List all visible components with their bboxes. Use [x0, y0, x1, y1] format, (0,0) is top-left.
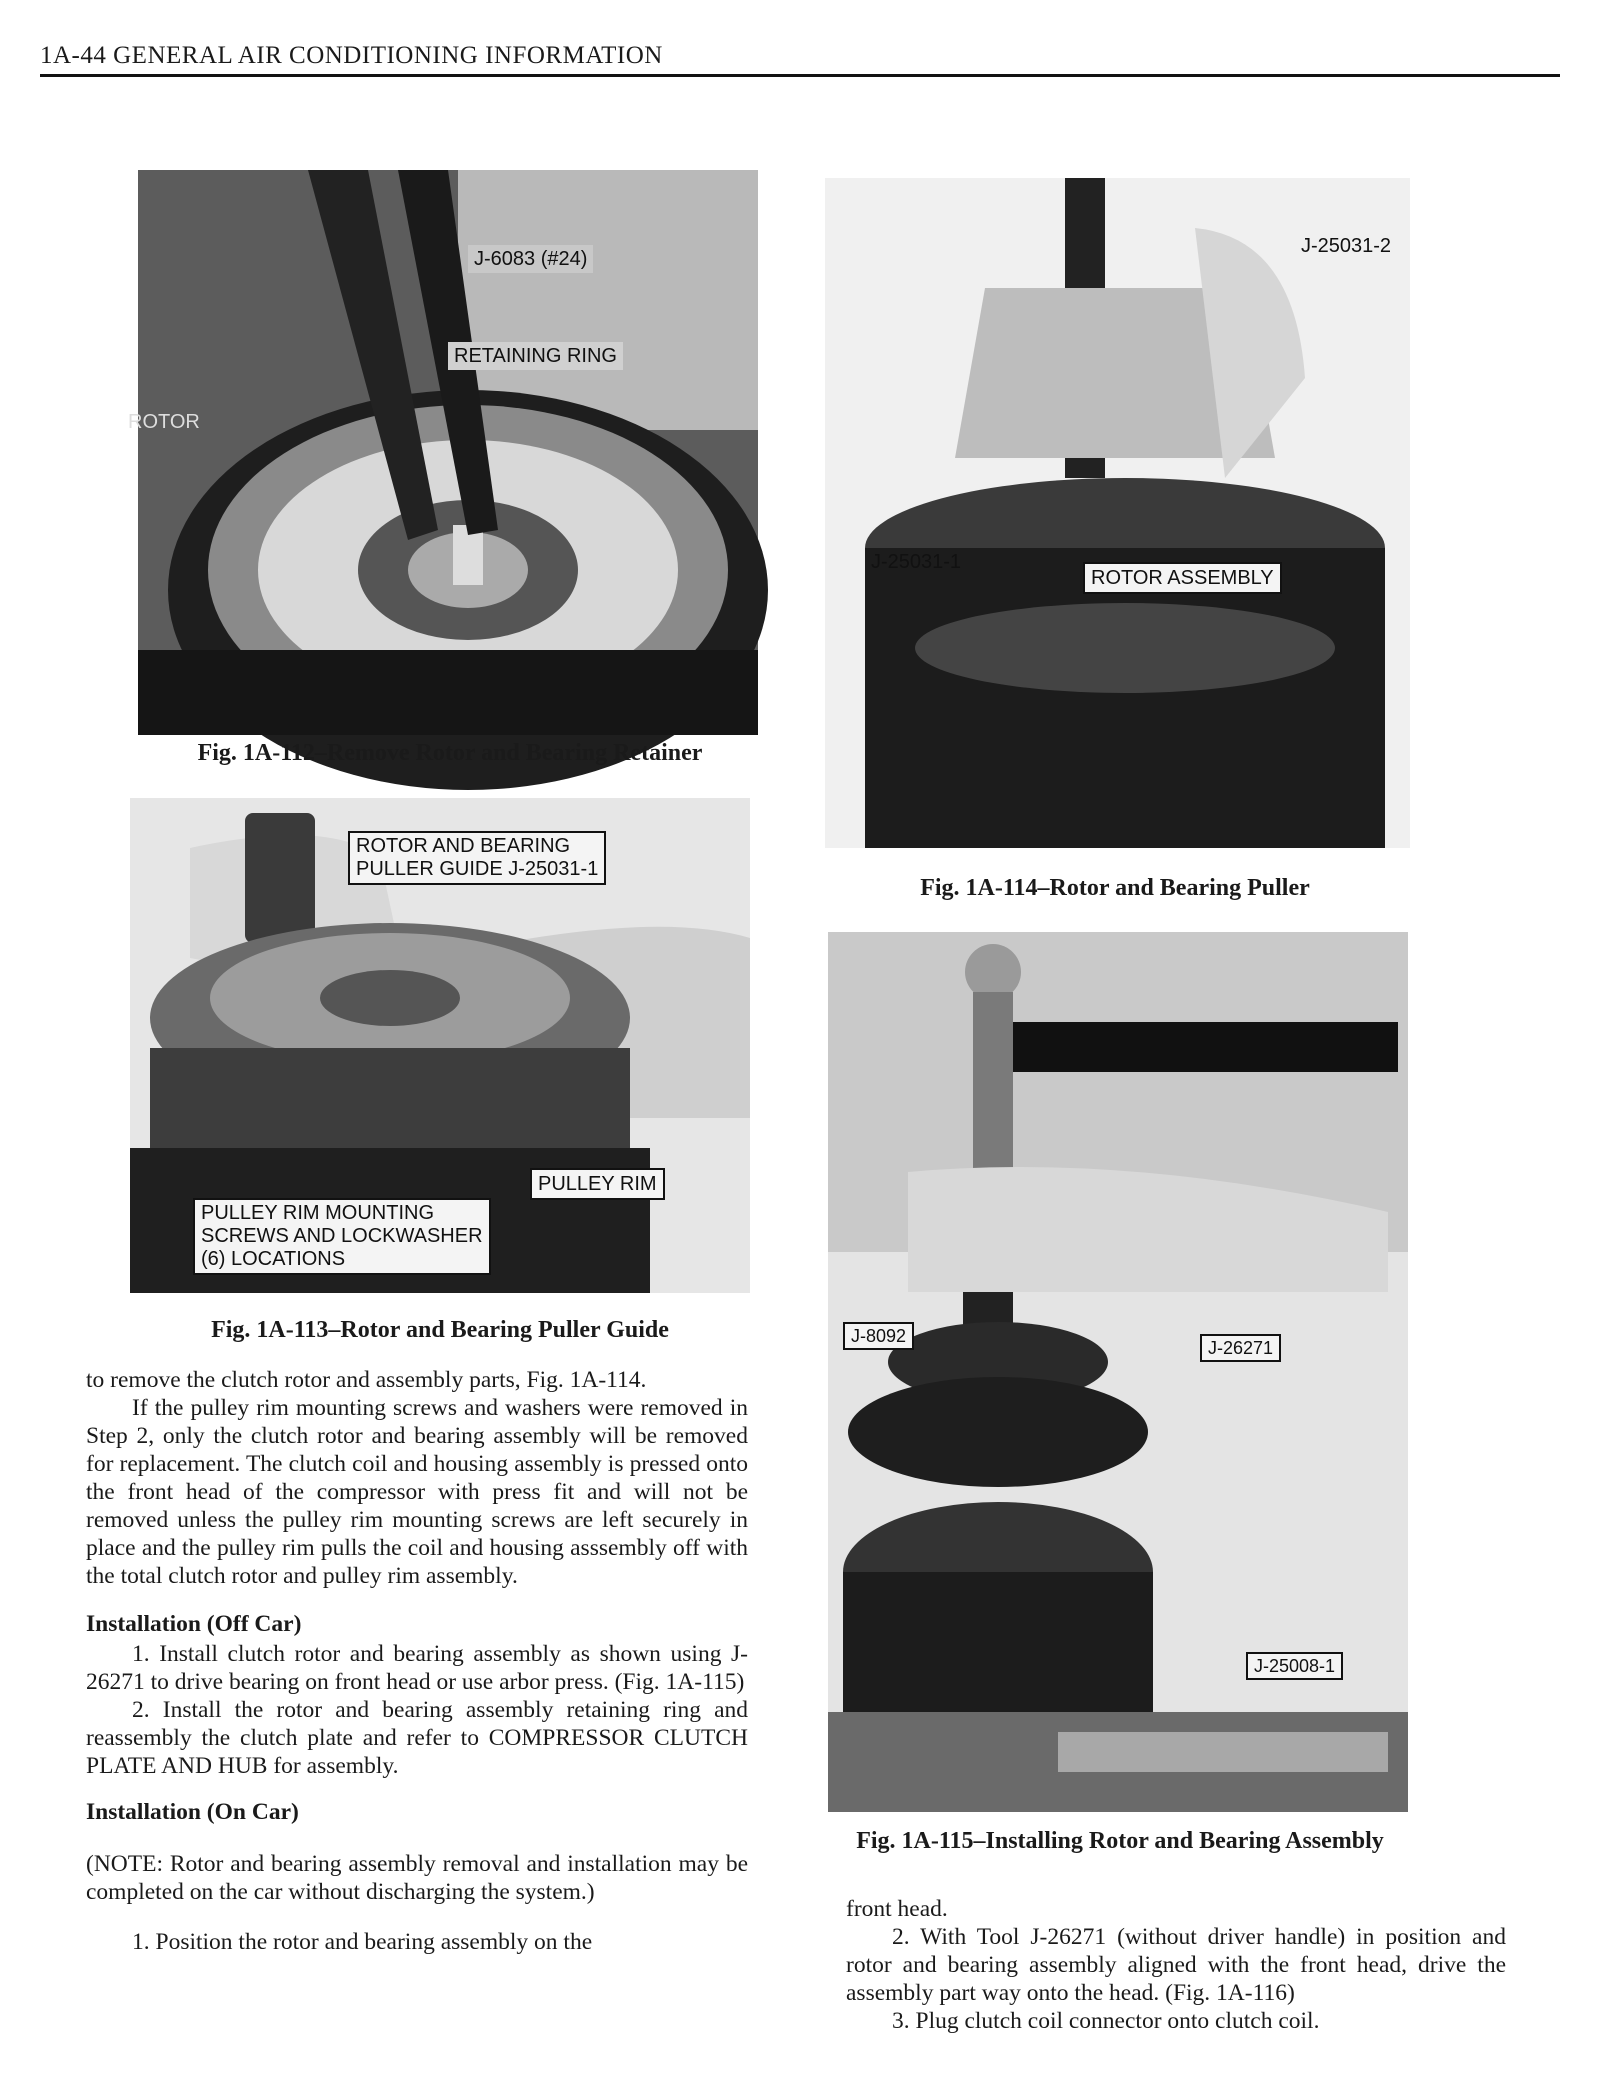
right-text-column: [846, 1895, 1506, 2035]
callout-puller-guide-line2: PULLER GUIDE J-25031-1: [356, 858, 599, 880]
callout-mounting-screws-line1: PULLEY RIM MOUNTING: [201, 1202, 434, 1224]
step-on-car-2: 2. With Tool J-26271 (without driver handle) in position and rotor and bearing assembly aligned with the front head, drive the assembly part way onto the head. (Fig. 1A-116): [846, 1924, 1506, 2006]
callout-rotor-assembly: ROTOR ASSEMBLY: [1083, 562, 1282, 594]
paragraph-front-head: front head.: [846, 1896, 948, 1922]
step-off-car-2: 2. Install the rotor and bearing assembly retaining ring and reassembly the clutch plate and refer to COMPRESSOR CLUTCH PLATE AND HUB for assembly.: [86, 1697, 748, 1779]
callout-rotor: ROTOR: [128, 411, 200, 433]
page-header: [40, 38, 1560, 77]
figure-112-illustration: [138, 170, 758, 735]
figure-113-caption: Fig. 1A-113–Rotor and Bearing Puller Guide: [211, 1317, 669, 1343]
step-on-car-3: 3. Plug clutch coil connector onto clutch coil.: [892, 2008, 1320, 2034]
callout-puller-guide: [348, 831, 606, 885]
callout-mounting-screws-line3: (6) LOCATIONS: [201, 1248, 346, 1270]
callout-mounting-screws-line2: SCREWS AND LOCKWASHER: [201, 1225, 483, 1247]
heading-installation-off-car: Installation (Off Car): [86, 1611, 302, 1637]
left-text-column: [86, 1366, 748, 1956]
spacer: [86, 1906, 748, 1928]
callout-retaining-ring: RETAINING RING: [448, 342, 623, 370]
paragraph-continuation: to remove the clutch rotor and assembly parts, Fig. 1A-114.: [86, 1367, 647, 1393]
callout-j6083: J-6083 (#24): [468, 245, 593, 273]
step-off-car-1: 1. Install clutch rotor and bearing assembly as shown using J-26271 to drive bearing on front head or use arbor press. (Fig. 1A-115): [86, 1641, 748, 1695]
figure-115-caption: Fig. 1A-115–Installing Rotor and Bearing Assembly: [856, 1828, 1384, 1854]
note-paragraph: (NOTE: Rotor and bearing assembly removal and installation may be completed on the car without discharging the system.): [86, 1851, 748, 1905]
paragraph-pulley-rim: If the pulley rim mounting screws and washers were removed in Step 2, only the clutch rotor and bearing assembly will be removed for replacement. The clutch coil and housing assembly is pressed onto the front head of the compressor with press fit and will not be removed unless the pulley rim mounting screws are left securely in place and the pulley rim pulls the coil and housing asssembly off with the total clutch rotor and pulley rim assembly.: [86, 1395, 748, 1589]
callout-j25031-1: J-25031-1: [871, 551, 962, 573]
heading-installation-on-car: Installation (On Car): [86, 1799, 299, 1825]
page-title: 1A-44 GENERAL AIR CONDITIONING INFORMATION: [40, 42, 663, 69]
callout-j25008-1: J-25008-1: [1246, 1652, 1343, 1680]
step-on-car-1: 1. Position the rotor and bearing assembly on the: [132, 1929, 593, 1955]
figure-112-photo: [128, 170, 758, 735]
spacer: [86, 1828, 748, 1850]
figure-114-photo: [825, 178, 1410, 848]
figure-112-caption: Fig. 1A-112–Remove Rotor and Bearing Retainer: [197, 740, 703, 766]
figure-114-caption: Fig. 1A-114–Rotor and Bearing Puller: [920, 875, 1310, 901]
callout-pulley-rim: PULLEY RIM: [530, 1168, 665, 1200]
figure-115-illustration: [828, 932, 1408, 1812]
callout-j25031-2: J-25031-2: [1301, 235, 1392, 257]
callout-mounting-screws: [193, 1198, 491, 1275]
callout-j8092: J-8092: [843, 1322, 914, 1350]
figure-113-photo: [130, 798, 750, 1293]
callout-puller-guide-line1: ROTOR AND BEARING: [356, 835, 571, 857]
figure-114-illustration: [825, 178, 1410, 848]
figure-115-photo: [828, 932, 1408, 1812]
callout-j26271: J-26271: [1200, 1334, 1281, 1362]
